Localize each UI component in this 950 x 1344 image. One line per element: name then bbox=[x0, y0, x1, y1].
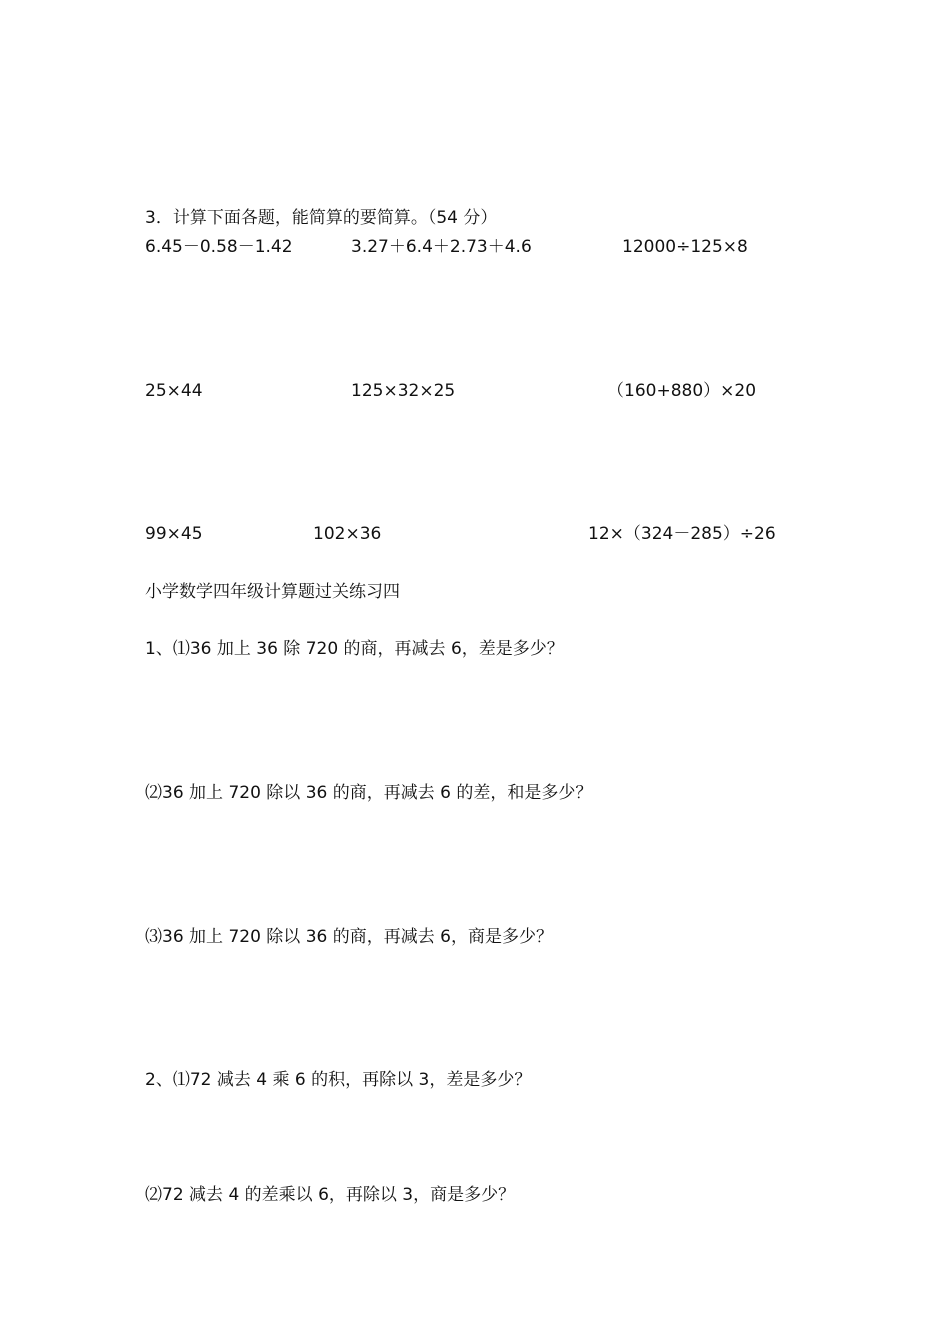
expr-r1-c2: 3.27＋6.4＋2.73＋4.6 bbox=[351, 237, 532, 257]
question-2-2: ⑵72 减去 4 的差乘以 6，再除以 3，商是多少？ bbox=[145, 1185, 516, 1205]
question-1-1: 1、⑴36 加上 36 除 720 的商，再减去 6，差是多少？ bbox=[145, 639, 564, 659]
question-1-2: ⑵36 加上 720 除以 36 的商，再减去 6 的差，和是多少？ bbox=[145, 783, 593, 803]
question-1-3: ⑶36 加上 720 除以 36 的商，再减去 6，商是多少？ bbox=[145, 927, 553, 947]
expr-r3-c1: 99×45 bbox=[145, 524, 203, 544]
expr-r2-c3: （160+880）×20 bbox=[607, 381, 757, 401]
expr-r3-c2: 102×36 bbox=[313, 524, 382, 544]
expr-r1-c1: 6.45－0.58－1.42 bbox=[145, 237, 293, 257]
expr-r1-c3: 12000÷125×8 bbox=[622, 237, 748, 257]
practice-title: 小学数学四年级计算题过关练习四 bbox=[145, 582, 400, 602]
expr-r2-c1: 25×44 bbox=[145, 381, 203, 401]
section3-heading: 3．计算下面各题，能简算的要简算。（54 分） bbox=[145, 208, 498, 228]
expr-r3-c3: 12×（324－285）÷26 bbox=[588, 524, 776, 544]
expr-r2-c2: 125×32×25 bbox=[351, 381, 456, 401]
question-2-1: 2、⑴72 减去 4 乘 6 的积，再除以 3，差是多少？ bbox=[145, 1070, 532, 1090]
